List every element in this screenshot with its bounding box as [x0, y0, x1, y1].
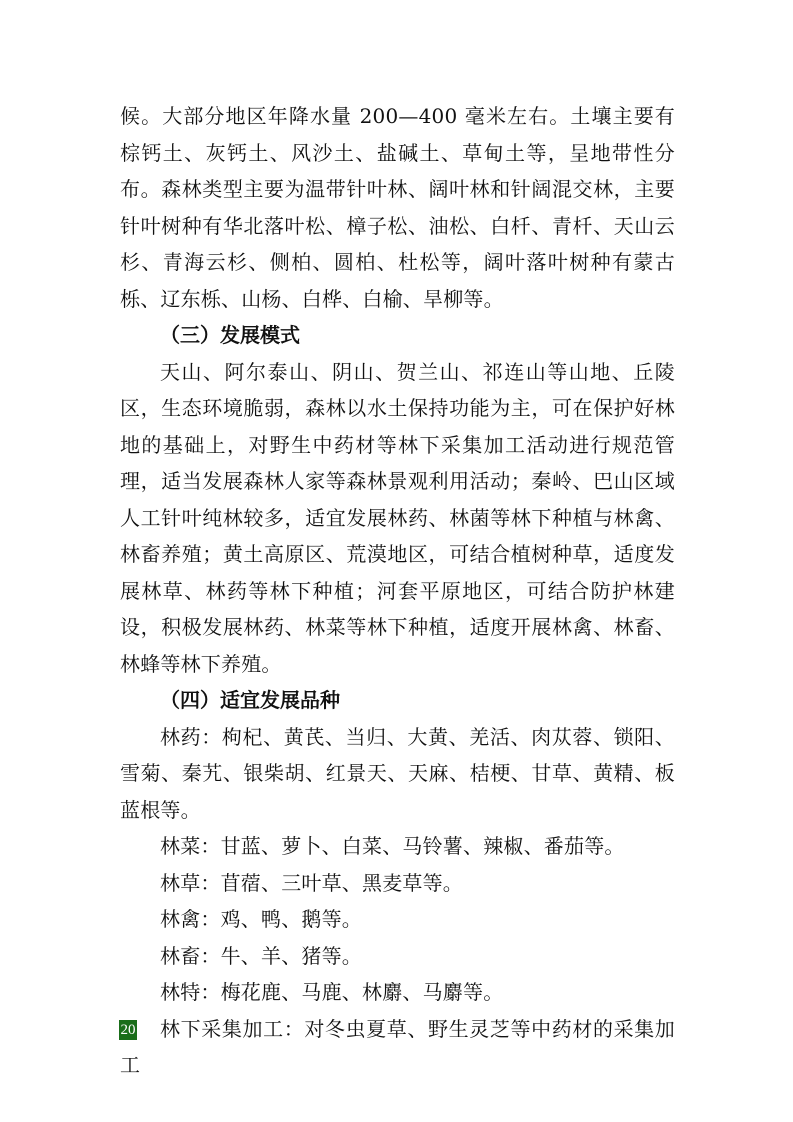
list-item-forest-livestock: 林畜：牛、羊、猪等。: [160, 943, 362, 968]
list-item-forest-grass: 林草：苜蓿、三叶草、黑麦草等。: [160, 870, 463, 895]
list-item-forest-special: 林特：梅花鹿、马鹿、林麝、马麝等。: [160, 980, 504, 1004]
list-item-forest-medicine: 林药：枸杞、黄芪、当归、大黄、羌活、肉苁蓉、锁阳、雪菊、秦艽、银柴胡、红景天、天麻、桔梗、甘草、黄精、板蓝根等。: [120, 724, 675, 822]
paragraph-development-mode: 天山、阿尔泰山、阴山、贺兰山、祁连山等山地、丘陵区，生态环境脆弱，森林以水土保持功能为主，可在保护好林地的基础上，对野生中药材等林下采集加工活动进行规范管理，适当发展森林人家等森林景观利用活动；秦岭、巴山区域人工针叶纯林较多，适宜发展林药、林菌等林下种植与林禽、林畜养殖；黄土高原区、荒漠地区，可结合植树种草，适度发展林草、林药等林下种植；河套平原地区，可结合防护林建设，积极发展林药、林菜等林下种植，适度开展林禽、林畜、林蜂等林下养殖。: [120, 359, 675, 676]
page-number-badge: 20: [120, 1022, 136, 1038]
section-heading-development-mode: （三）发展模式: [160, 323, 300, 347]
page-body: [120, 98, 675, 1084]
list-item-forest-collection: 林下采集加工：对冬虫夏草、野生灵芝等中药材的采集加工: [120, 1016, 675, 1077]
paragraph-climate-soil-forest: 候。大部分地区年降水量 200—400 毫米左右。土壤主要有棕钙土、灰钙土、风沙土、盐碱土、草甸土等，呈地带性分布。森林类型主要为温带针叶林、阔叶林和针阔混交林，主要针叶树种有华北落叶松、樟子松、油松、白杄、青杄、天山云杉、青海云杉、侧柏、圆柏、杜松等，阔叶落叶树种有蒙古栎、辽东栎、山杨、白桦、白榆、旱柳等。: [120, 104, 675, 311]
list-item-forest-poultry: 林禽：鸡、鸭、鹅等。: [160, 907, 362, 931]
section-heading-suitable-varieties: （四）适宜发展品种: [160, 688, 340, 712]
list-item-forest-vegetables: 林菜：甘蓝、萝卜、白菜、马铃薯、辣椒、番茄等。: [160, 834, 625, 858]
